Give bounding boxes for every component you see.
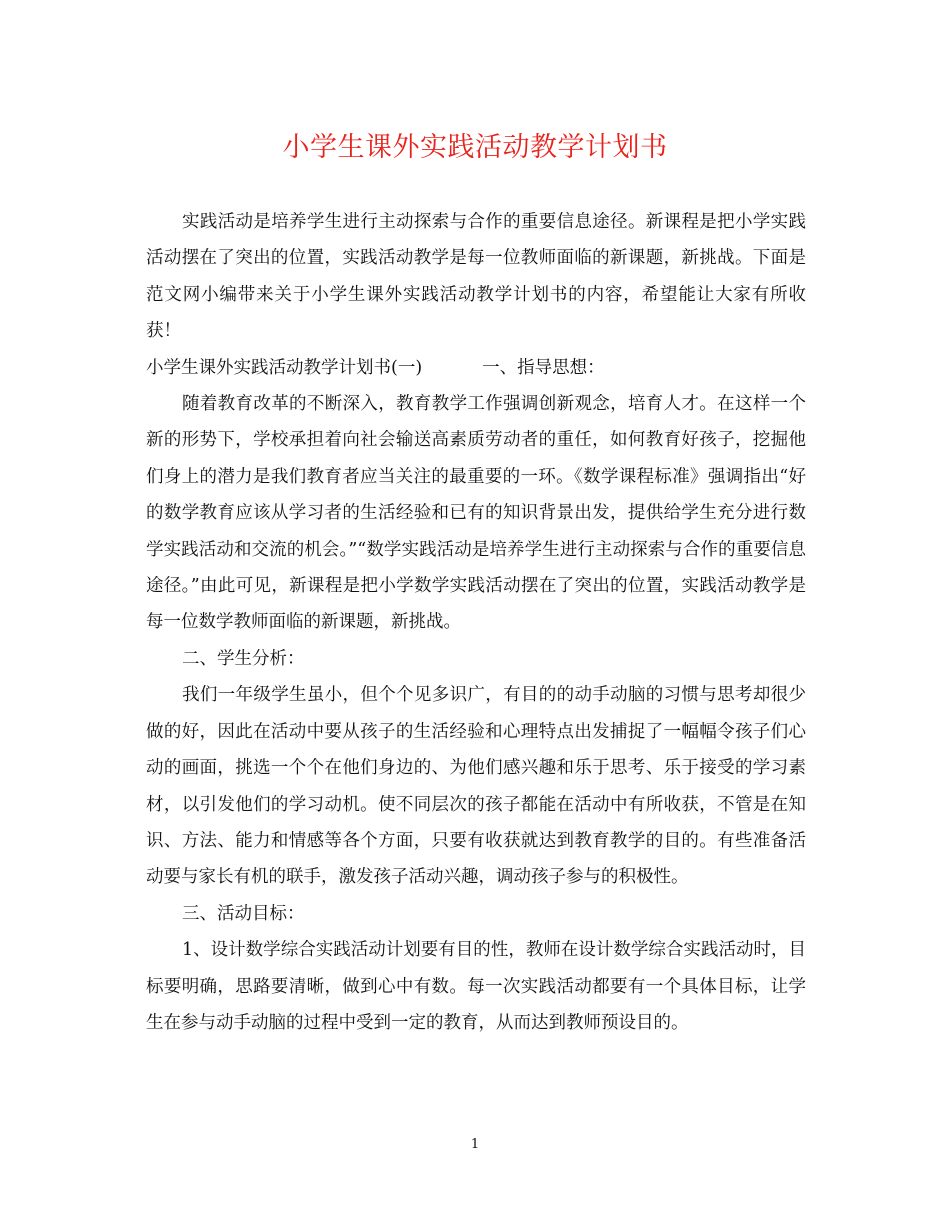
paragraph-student-analysis: 我们一年级学生虽小，但个个见多识广，有目的的动手动脑的习惯与思考却很少做的好，因此在活动中要从孩子的生活经验和心理特点出发捕捉了一幅幅令孩子们心动的画面，挑选一个个在他们身边的、为他们感兴趣和乐于思考、乐于接受的学习素材，以引发他们的学习动机。使不同层次的孩子都能在活动中有所收获，不管是在知识、方法、能力和情感等各个方面，只要有收获就达到教育教学的目的。有些准备活动要与家长有机的联手，激发孩子活动兴趣，调动孩子参与的积极性。: [146, 685, 806, 888]
heading-student-analysis: 二、学生分析：: [182, 648, 305, 669]
section-label: 小学生课外实践活动教学计划书(一): [146, 357, 423, 378]
document-title: 小学生课外实践活动教学计划书: [282, 132, 668, 163]
paragraph-guiding-thought: 随着教育改革的不断深入，教育教学工作强调创新观念，培育人才。在这样一个新的形势下，学校承担着向社会输送高素质劳动者的重任，如何教育好孩子，挖掘他们身上的潜力是我们教育者应当关注的最重要的一环。《数学课程标准》强调指出“好的数学教育应该从学习者的生活经验和已有的知识背景出发，提供给学生充分进行数学实践活动和交流的机会。”“数学实践活动是培养学生进行主动探索与合作的重要信息途径。”由此可见，新课程是把小学数学实践活动摆在了突出的位置，实践活动教学是每一位数学教师面临的新课题，新挑战。: [146, 394, 806, 633]
heading-guiding-thought: 一、指导思想：: [482, 357, 605, 378]
paragraph-activity-goals: 1、设计数学综合实践活动计划要有目的性，教师在设计数学综合实践活动时，目标要明确，思路要清晰，做到心中有数。每一次实践活动都要有一个具体目标，让学生在参与动手动脑的过程中受到一定的教育，从而达到教师预设目的。: [146, 940, 806, 1033]
heading-activity-goals: 三、活动目标：: [182, 903, 305, 924]
section-line: [146, 350, 806, 386]
page-number: 1: [470, 1137, 480, 1152]
document-body: [146, 204, 806, 1041]
intro-paragraph: 实践活动是培养学生进行主动探索与合作的重要信息途径。新课程是把小学实践活动摆在了突出的位置，实践活动教学是每一位教师面临的新课题，新挑战。下面是范文网小编带来关于小学生课外实践活动教学计划书的内容，希望能让大家有所收获！: [146, 212, 806, 342]
